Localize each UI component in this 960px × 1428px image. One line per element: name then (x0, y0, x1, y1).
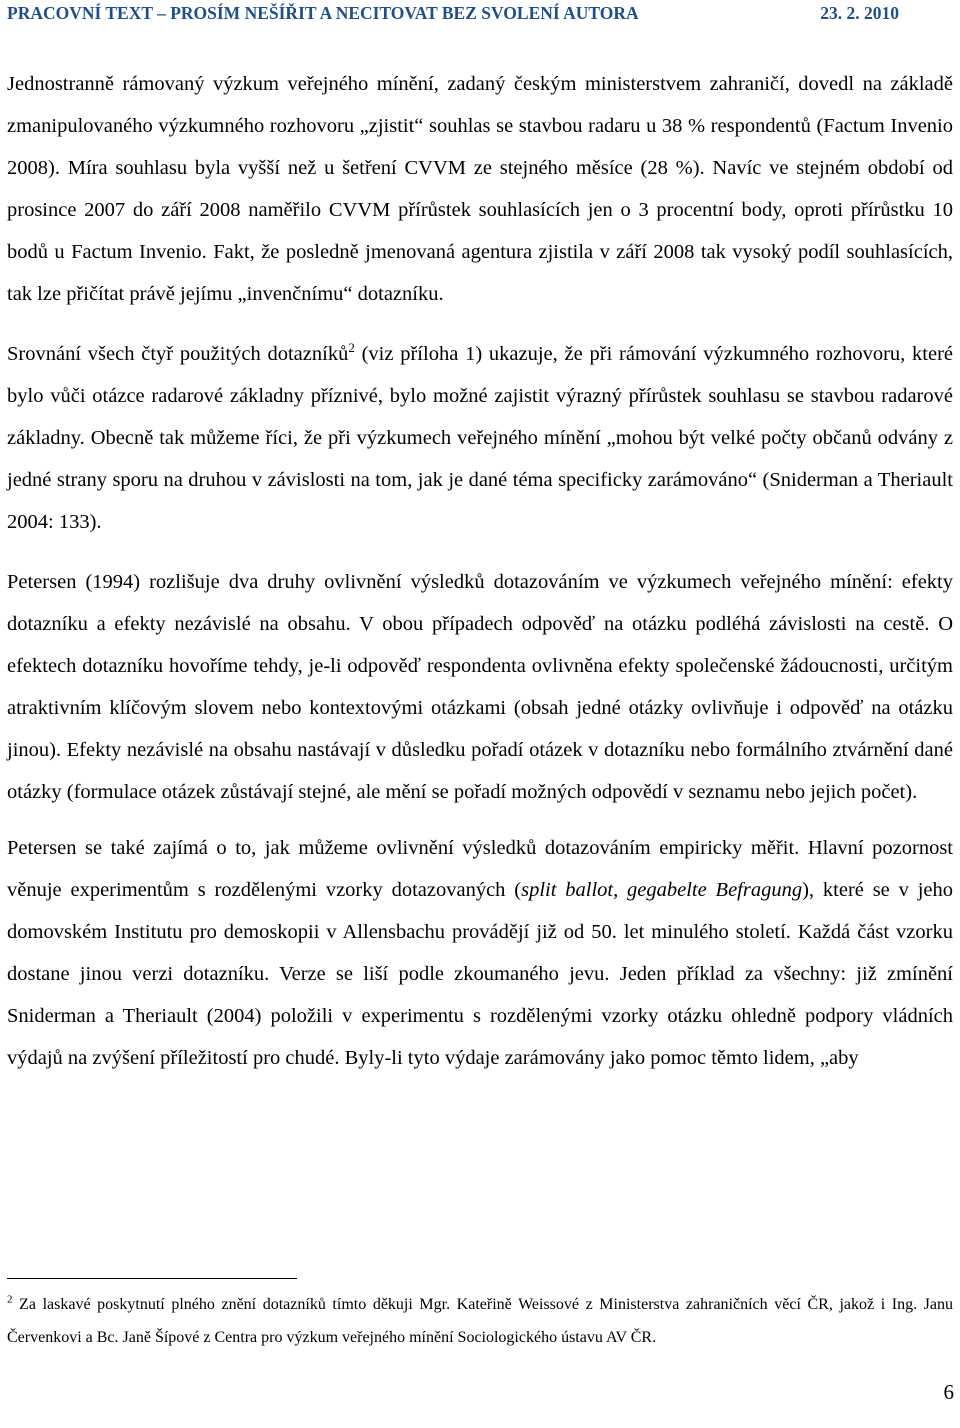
body-text (7, 63, 953, 1097)
footnote-number: 2 (7, 1293, 13, 1306)
page-number: 6 (943, 1380, 954, 1404)
running-header-date: 23. 2. 2010 (820, 3, 899, 23)
footnote-text: Za laskavé poskytnutí plného znění dotazníků tímto děkuji Mgr. Kateřině Weissové z Ministerstva zahraničních věcí ČR, jakož i Ing. Janu Červenkovi a Bc. Janě Šípové z Centra pro výzkum veřejného mínění Sociologického ústavu AV ČR. (7, 1296, 953, 1346)
footnote-separator (7, 1278, 297, 1279)
paragraph-4-text-b: ), které se v jeho domovském Institutu pro demoskopii v Allensbachu provádějí již od 50. let minulého století. Každá část vzorku dostane jinou verzi dotazníku. Verze se liší podle zkoumaného jevu. Jeden příklad za všechny: již zmínění Sniderman a Theriault (2004) položili v experimentu s rozdělenými vzorky otázku ohledně podpory vládních výdajů na zvýšení příležitostí pro chudé. Byly-li tyto výdaje zarámovány jako pomoc těmto lidem, „aby (7, 879, 953, 1069)
paragraph-1: Jednostranně rámovaný výzkum veřejného mínění, zadaný českým ministerstvem zahraničí, dovedl na základě zmanipulovaného výzkumného rozhovoru „zjistit“ souhlas se stavbou radaru u 38 % respondentů (Factum Invenio 2008). Míra souhlasu byla vyšší než u šetření CVVM ze stejného měsíce (28 %). Navíc ve stejném období od prosince 2007 do září 2008 naměřilo CVVM přírůstek souhlasících jen o 3 procentní body, oproti přírůstku 10 bodů u Factum Invenio. Fakt, že posledně jmenovaná agentura zjistila v září 2008 tak vysoký podíl souhlasících, tak lze přičítat právě jejímu „invenčnímu“ dotazníku. (7, 73, 953, 305)
paragraph-3: Petersen (1994) rozlišuje dva druhy ovlivnění výsledků dotazováním ve výzkumech veřejného mínění: efekty dotazníku a efekty nezávislé na obsahu. V obou případech odpověď na otázku podléhá závislosti na cestě. O efektech dotazníku hovoříme tehdy, je-li odpověď respondenta ovlivněna efekty společenské žádoucnosti, určitým atraktivním klíčovým slovem nebo kontextovými otázkami (obsah jedné otázky ovlivňuje i odpověď na otázku jinou). Efekty nezávislé na obsahu nastávají v důsledku pořadí otázek v dotazníku nebo formálního ztvárnění dané otázky (formulace otázek zůstávají stejné, ale mění se pořadí možných odpovědí v seznamu nebo jejich počet). (7, 571, 953, 803)
paragraph-4-text-a: Petersen se také zajímá o to, jak můžeme ovlivnění výsledků dotazováním empiricky měřit. Hlavní pozornost věnuje experimentům s rozdělenými vzorky dotazovaných ( (7, 837, 953, 901)
running-header-title: PRACOVNÍ TEXT – PROSÍM NEŠÍŘIT A NECITOVAT BEZ SVOLENÍ AUTORA (7, 3, 639, 23)
paragraph-4 (7, 827, 953, 1079)
paragraph-4-italic-term: split ballot, gegabelte Befragung (521, 879, 803, 901)
footnotes (7, 1288, 953, 1354)
running-header (7, 3, 899, 24)
paragraph-2-text-a: Srovnání všech čtyř použitých dotazníků (7, 343, 349, 365)
paragraph-2-text-b: (viz příloha 1) ukazuje, že při rámování výzkumného rozhovoru, které bylo vůči otázce radarové základny příznivé, bylo možné zajistit výrazný přírůstek souhlasu se stavbou radarové základny. Obecně tak můžeme říci, že při výzkumech veřejného mínění „mohou být velké počty občanů odvány z jedné strany sporu na druhou v závislosti na tom, jak je dané téma specificky zarámováno“ (Sniderman a Theriault 2004: 133). (7, 343, 954, 533)
footnote-reference[interactable]: 2 (348, 340, 355, 356)
paragraph-2 (7, 333, 953, 543)
